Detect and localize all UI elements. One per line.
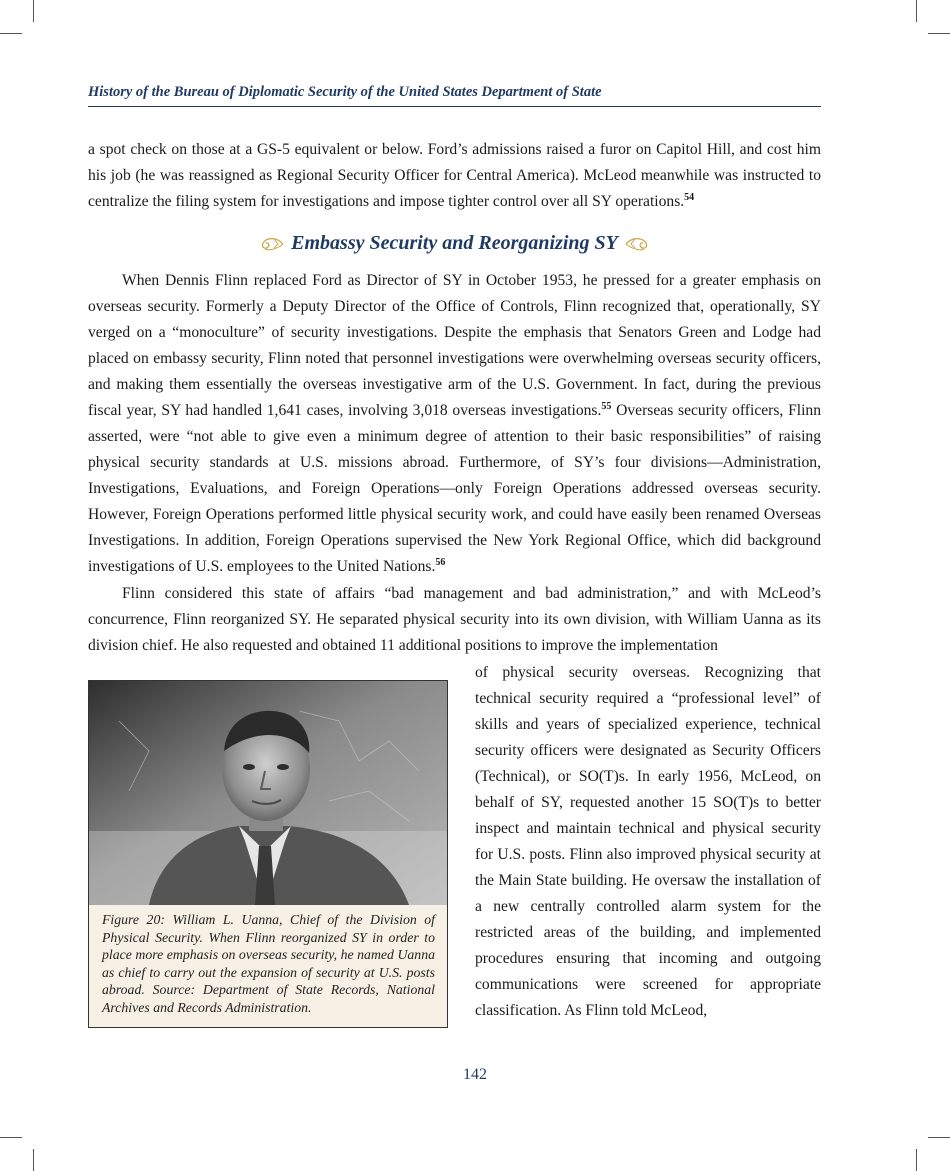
crop-mark [0, 33, 22, 34]
paragraph-reorganization [88, 581, 821, 659]
paragraph-column [475, 660, 821, 1024]
section-heading [88, 232, 821, 255]
footnote-ref: 54 [684, 191, 695, 203]
header-rule [88, 106, 821, 107]
page-number: 142 [463, 1066, 487, 1083]
portrait-photo [89, 681, 447, 905]
footnote-ref: 55 [601, 400, 612, 412]
paragraph-text: Flinn considered this state of affairs “bad management and bad administration,” and with McLeod’s concurrence, Flinn reorganized SY. He separated physical security into its own division, with William Uanna as its division chief. He also requested and obtained 11 additional positions to improve the implementation [88, 585, 821, 654]
figure-caption: Figure 20: William L. Uanna, Chief of the Division of Physical Security. When Flinn reorganized SY in order to place more emphasis on overseas security, he named Uanna as chief to carry out the expansion of security at U.S. posts abroad. Source: Department of State Records, National Archives and Records Administration. [102, 912, 435, 1015]
flourish-left-icon [259, 235, 285, 253]
crop-mark [916, 0, 917, 22]
figure-20 [88, 680, 448, 1028]
paragraph-flinn [88, 268, 821, 580]
flourish-right-icon [624, 235, 650, 253]
crop-mark [916, 1149, 917, 1171]
crop-mark [33, 1149, 34, 1171]
crop-mark [928, 33, 950, 34]
footnote-ref: 56 [435, 556, 446, 568]
paragraph-text: a spot check on those at a GS-5 equivalent or below. Ford’s admissions raised a furor on Capitol Hill, and cost him his job (he was reassigned as Regional Security Officer for Central America). McLeod meanwhile was instructed to centralize the filing system for investigations and impose tighter control over all SY operations. [88, 141, 821, 210]
running-head: History of the Bureau of Diplomatic Security of the United States Department of State [88, 84, 602, 100]
paragraph-text: Overseas security officers, Flinn asserted, were “not able to give even a minimum degree of attention to their basic responsibilities” of raising physical security standards at U.S. missions abroad. Furthermore, of SY’s four divisions—Administration, Investigations, Evaluations, and Foreign Operations—only Foreign Operations addressed overseas security. However, Foreign Operations performed little physical security work, and could have easily been renamed Overseas Investigations. In addition, Foreign Operations supervised the New York Regional Office, which did background investigations of U.S. employees to the United Nations. [88, 402, 821, 575]
crop-mark [0, 1137, 22, 1138]
crop-mark [928, 1137, 950, 1138]
paragraph-intro [88, 137, 821, 215]
crop-mark [33, 0, 34, 22]
paragraph-text: When Dennis Flinn replaced Ford as Director of SY in October 1953, he pressed for a greater emphasis on overseas security. Formerly a Deputy Director of the Office of Controls, Flinn recognized that, operationally, SY verged on a “monoculture” of security investigations. Despite the emphasis that Senators Green and Lodge had placed on embassy security, Flinn noted that personnel investigations were overwhelming overseas security officers, and making them essentially the overseas investigative arm of the U.S. Government. In fact, during the previous fiscal year, SY had handled 1,641 cases, involving 3,018 overseas investigations. [88, 272, 821, 419]
section-heading-text: Embassy Security and Reorganizing SY [291, 232, 618, 254]
paragraph-text: of physical security overseas. Recognizing that technical security required a “professional level” of skills and years of specialized experience, technical security officers were designated as Security Officers (Technical), or SO(T)s. In early 1956, McLeod, on behalf of SY, requested another 15 SO(T)s to better inspect and maintain technical and physical security for U.S. posts. Flinn also improved physical security at the Main State building. He oversaw the installation of a new centrally controlled alarm system for the restricted areas of the building, and implemented procedures ensuring that incoming and outgoing communications were screened for appropriate classification. As Flinn told McLeod, [475, 664, 821, 1019]
